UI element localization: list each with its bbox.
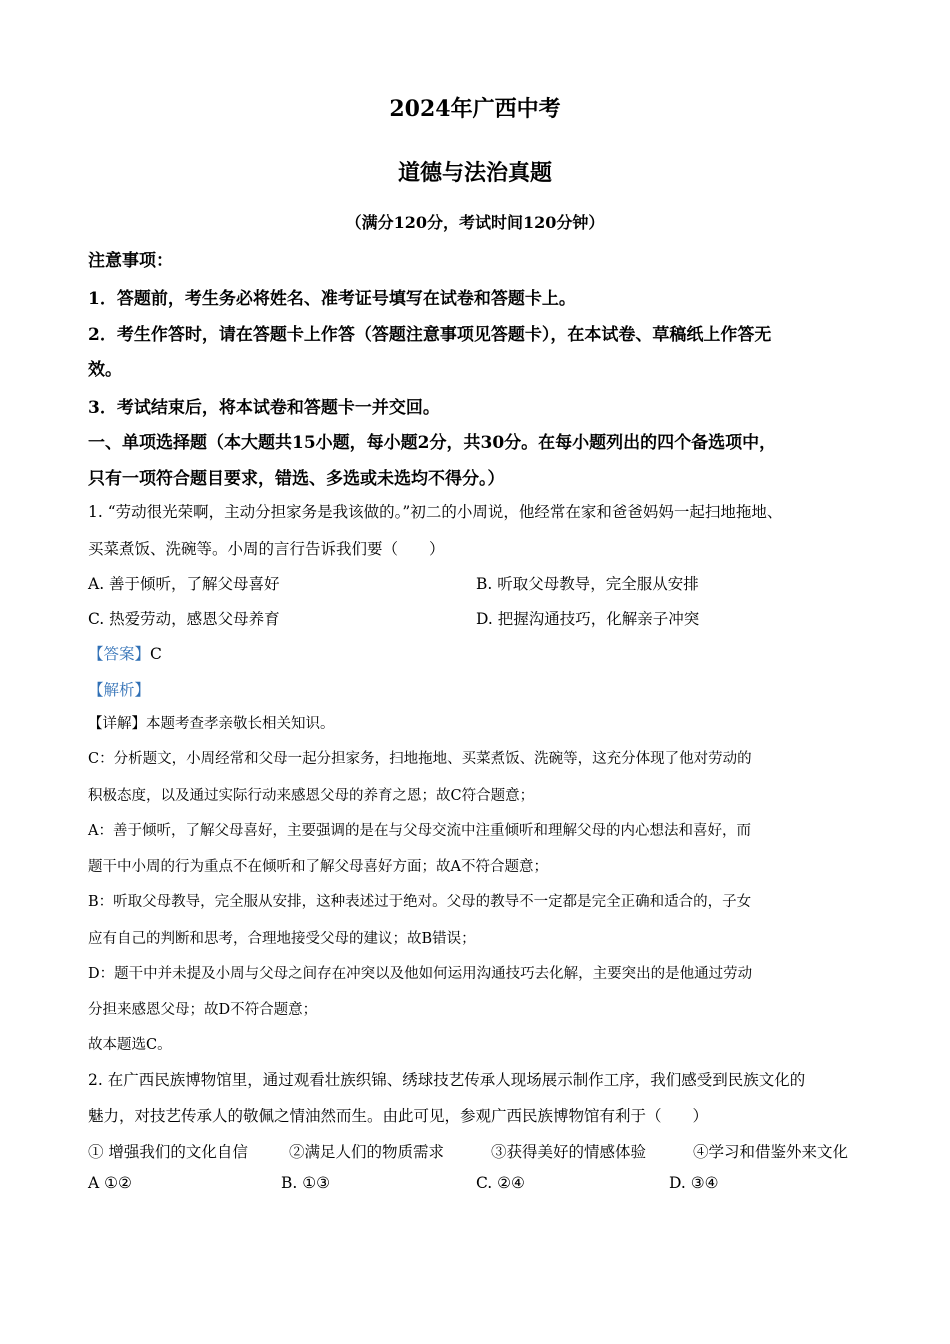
- explanation-a: A：善于倾听，了解父母喜好，主要强调的是在与父母交流中注重倾听和理解父母的内心想法和喜好，而: [88, 823, 751, 839]
- notice-item-3: 3．考试结束后，将本试卷和答题卡一并交回。: [88, 398, 440, 418]
- explanation-b: B：听取父母教导，完全服从安排，这种表述过于绝对。父母的教导不一定都是完全正确和适合的，子女: [88, 894, 752, 910]
- detail-intro: 【详解】本题考查孝亲敬长相关知识。: [88, 716, 335, 732]
- section-heading: 一、单项选择题（本大题共15小题，每小题2分，共30分。在每小题列出的四个备选项中，: [88, 433, 777, 453]
- notice-heading: 注意事项：: [88, 251, 173, 271]
- explanation-d: D：题干中并未提及小周与父母之间存在冲突以及他如何运用沟通技巧去化解，主要突出的是他通过劳动: [88, 966, 753, 982]
- question-2-stem-cont: 魅力，对技艺传承人的敬佩之情油然而生。由此可见，参观广西民族博物馆有利于（ ）: [88, 1107, 709, 1125]
- explanation-c: C：分析题文，小周经常和父母一起分担家务，扫地拖地、买菜煮饭、洗碗等，这充分体现了他对劳动的: [88, 751, 752, 767]
- notice-item-2-cont: 效。: [88, 360, 122, 380]
- question-2-option-b: B. ①③: [281, 1174, 331, 1192]
- question-2-stem: 2. 在广西民族博物馆里，通过观看壮族织锦、绣球技艺传承人现场展示制作工序，我们感受到民族文化的: [88, 1071, 806, 1089]
- question-1-stem: 1. “劳动很光荣啊，主动分担家务是我该做的。”初二的小周说，他经常在家和爸爸妈妈一起扫地拖地、: [88, 503, 783, 521]
- question-2-option-a: A ①②: [88, 1174, 132, 1192]
- explanation-c-cont: 积极态度，以及通过实际行动来感恩父母的养育之恩；故C符合题意；: [88, 788, 535, 804]
- question-2-statement-4: ④学习和借鉴外来文化: [693, 1143, 849, 1161]
- answer-value: C: [150, 645, 162, 663]
- question-1-option-c: C. 热爱劳动，感恩父母养育: [88, 610, 280, 628]
- exam-year-title: 2024年广西中考: [389, 96, 561, 122]
- question-1-option-d: D. 把握沟通技巧，化解亲子冲突: [476, 610, 700, 628]
- explanation-a-cont: 题干中小周的行为重点不在倾听和了解父母喜好方面；故A不符合题意；: [88, 859, 548, 875]
- analysis-tag: 【解析】: [88, 681, 151, 699]
- answer-tag: 【答案】: [88, 645, 151, 663]
- explanation-b-cont: 应有自己的判断和思考，合理地接受父母的建议；故B错误；: [88, 931, 476, 947]
- question-1-stem-cont: 买菜煮饭、洗碗等。小周的言行告诉我们要（ ）: [88, 540, 445, 558]
- notice-item-2: 2．考生作答时，请在答题卡上作答（答题注意事项见答题卡），在本试卷、草稿纸上作答无: [88, 325, 772, 345]
- exam-subject-title: 道德与法治真题: [397, 160, 552, 186]
- conclusion: 故本题选C。: [88, 1037, 172, 1053]
- section-heading-cont: 只有一项符合题目要求，错选、多选或未选均不得分。）: [88, 469, 505, 489]
- question-2-statement-1: ① 增强我们的文化自信: [88, 1143, 248, 1161]
- question-2-statement-2: ②满足人们的物质需求: [289, 1143, 445, 1161]
- notice-item-1: 1．答题前，考生务必将姓名、准考证号填写在试卷和答题卡上。: [88, 289, 576, 309]
- question-1-option-a: A. 善于倾听，了解父母喜好: [88, 575, 280, 593]
- question-2-option-c: C. ②④: [476, 1174, 525, 1192]
- question-2-option-d: D. ③④: [669, 1174, 719, 1192]
- question-1-option-b: B. 听取父母教导，完全服从安排: [476, 575, 699, 593]
- question-1-answer: [88, 642, 868, 664]
- exam-info-subtitle: （满分120分，考试时间120分钟）: [345, 213, 605, 232]
- question-2-statement-3: ③获得美好的情感体验: [491, 1143, 647, 1161]
- explanation-d-cont: 分担来感恩父母；故D不符合题意；: [88, 1002, 318, 1018]
